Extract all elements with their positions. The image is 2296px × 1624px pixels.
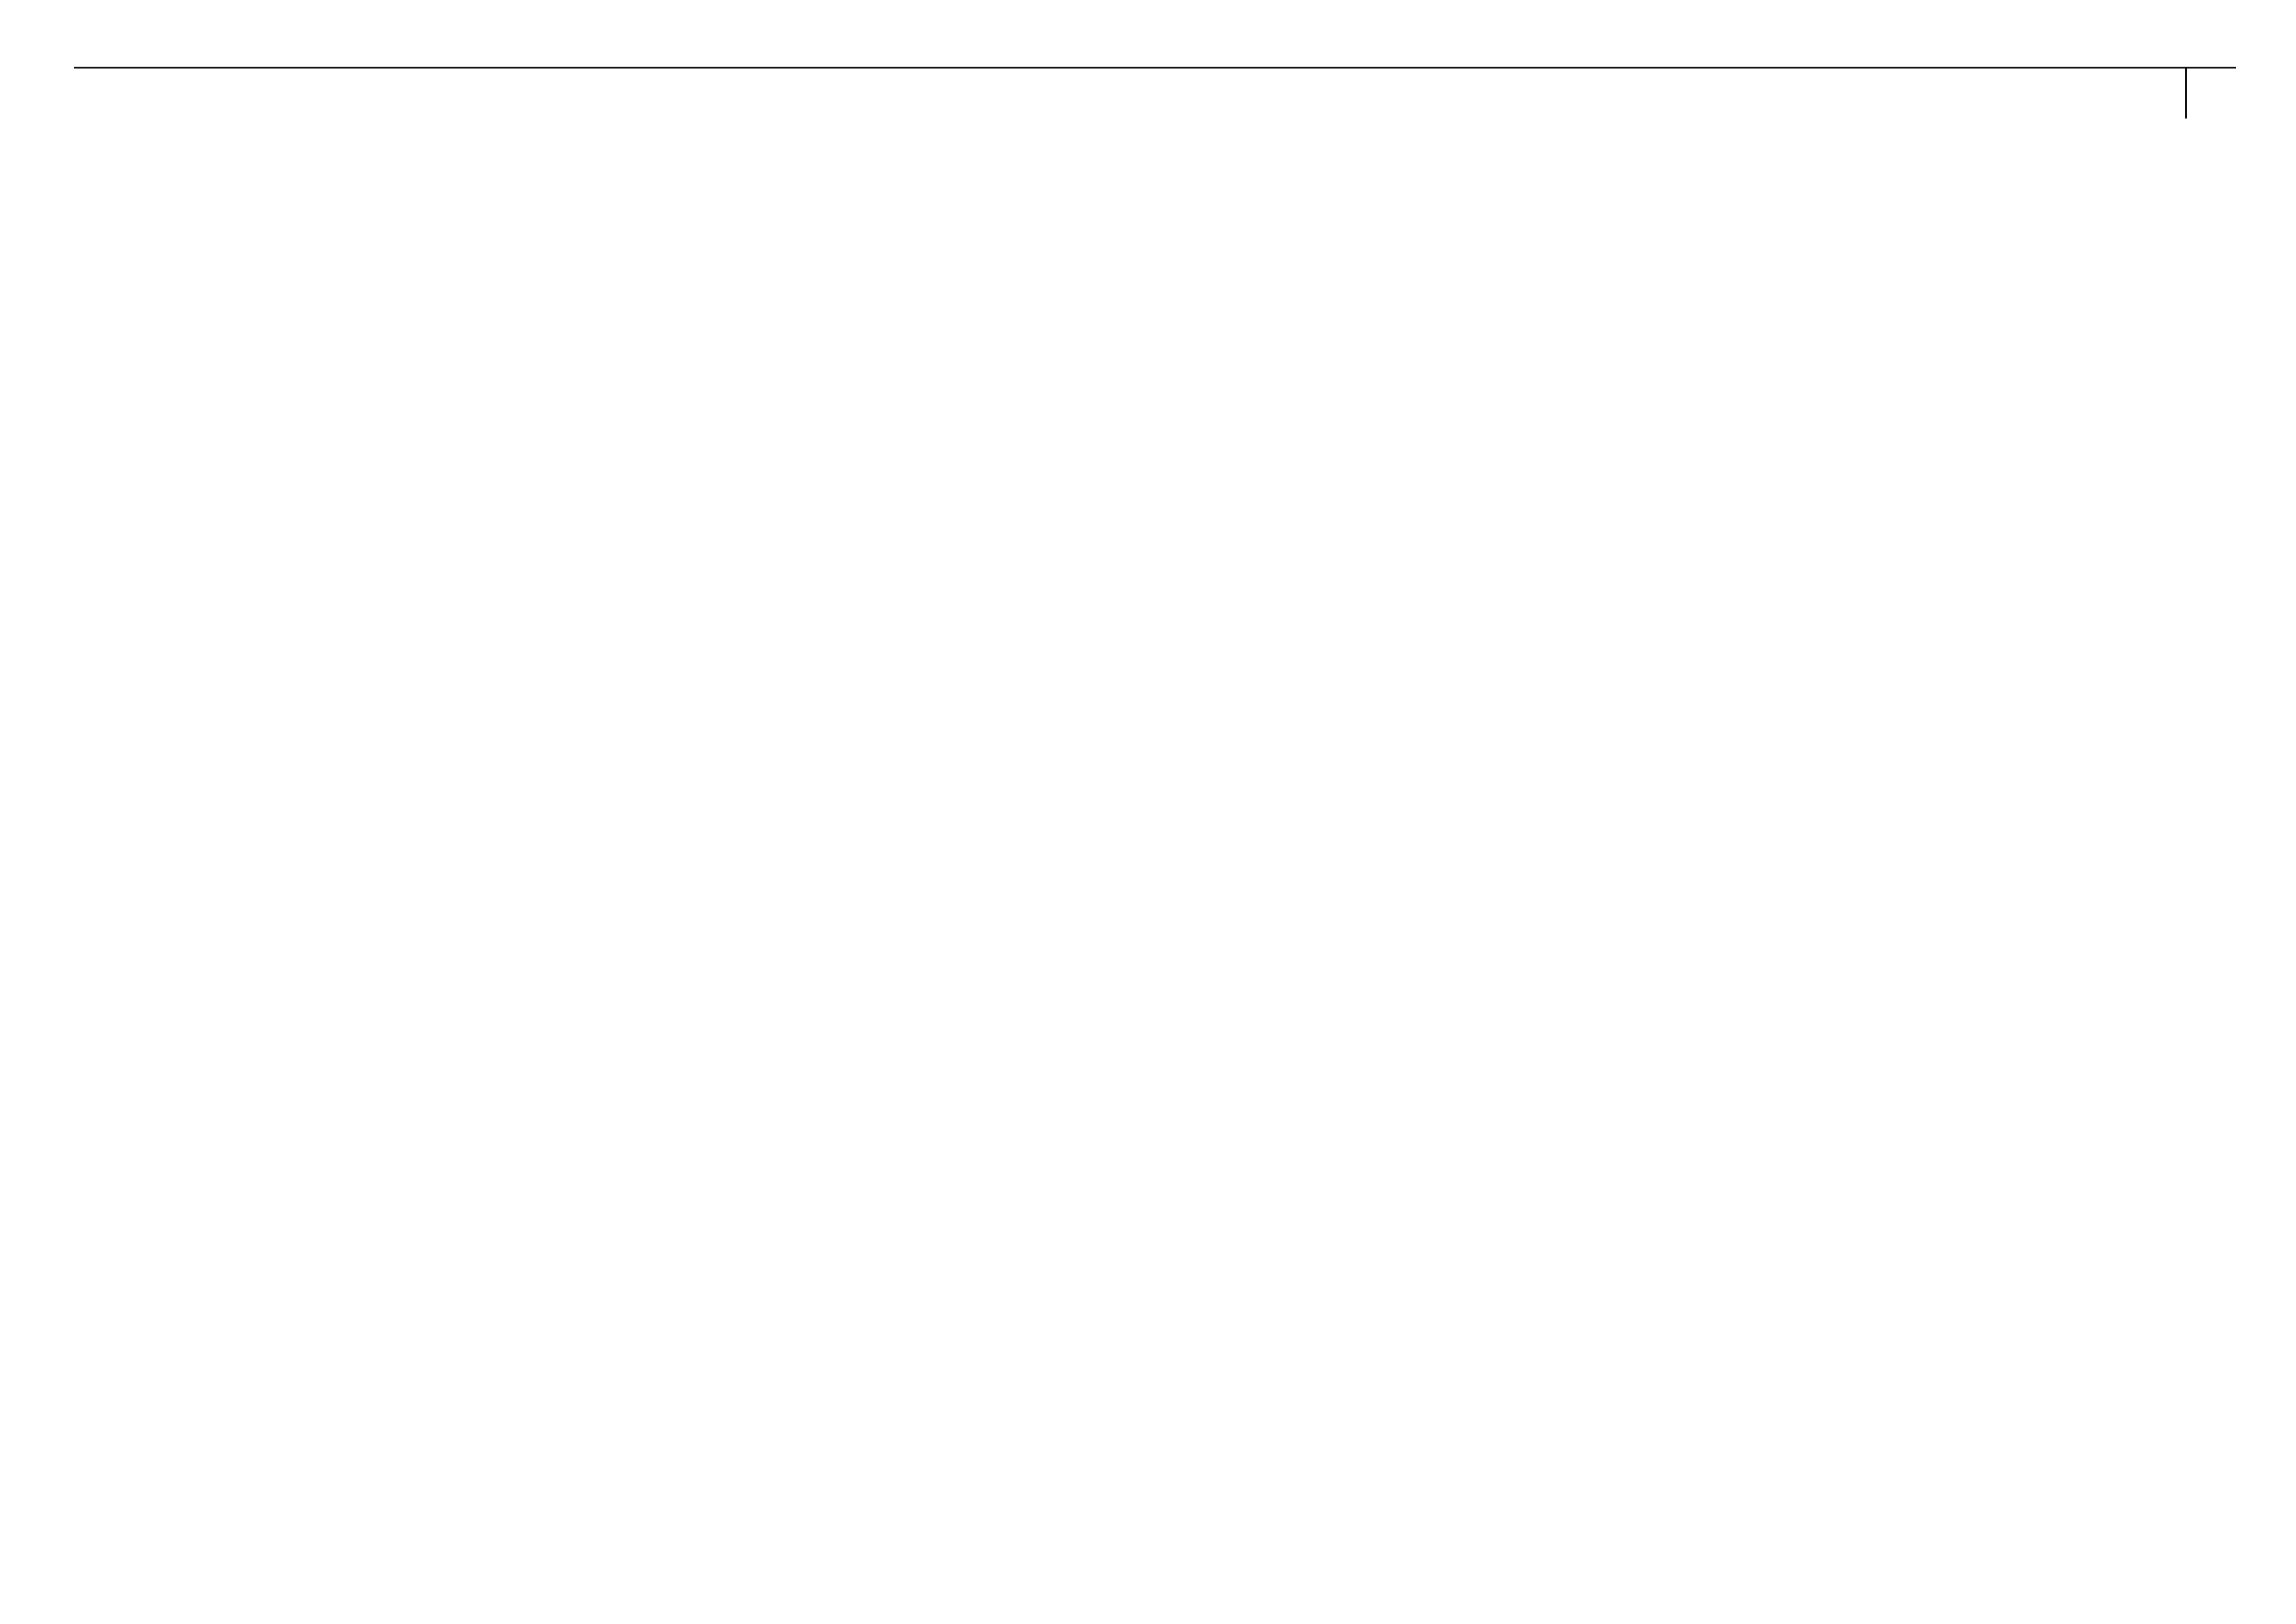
top-rule <box>74 67 2236 69</box>
corner-box-left <box>2185 67 2187 119</box>
